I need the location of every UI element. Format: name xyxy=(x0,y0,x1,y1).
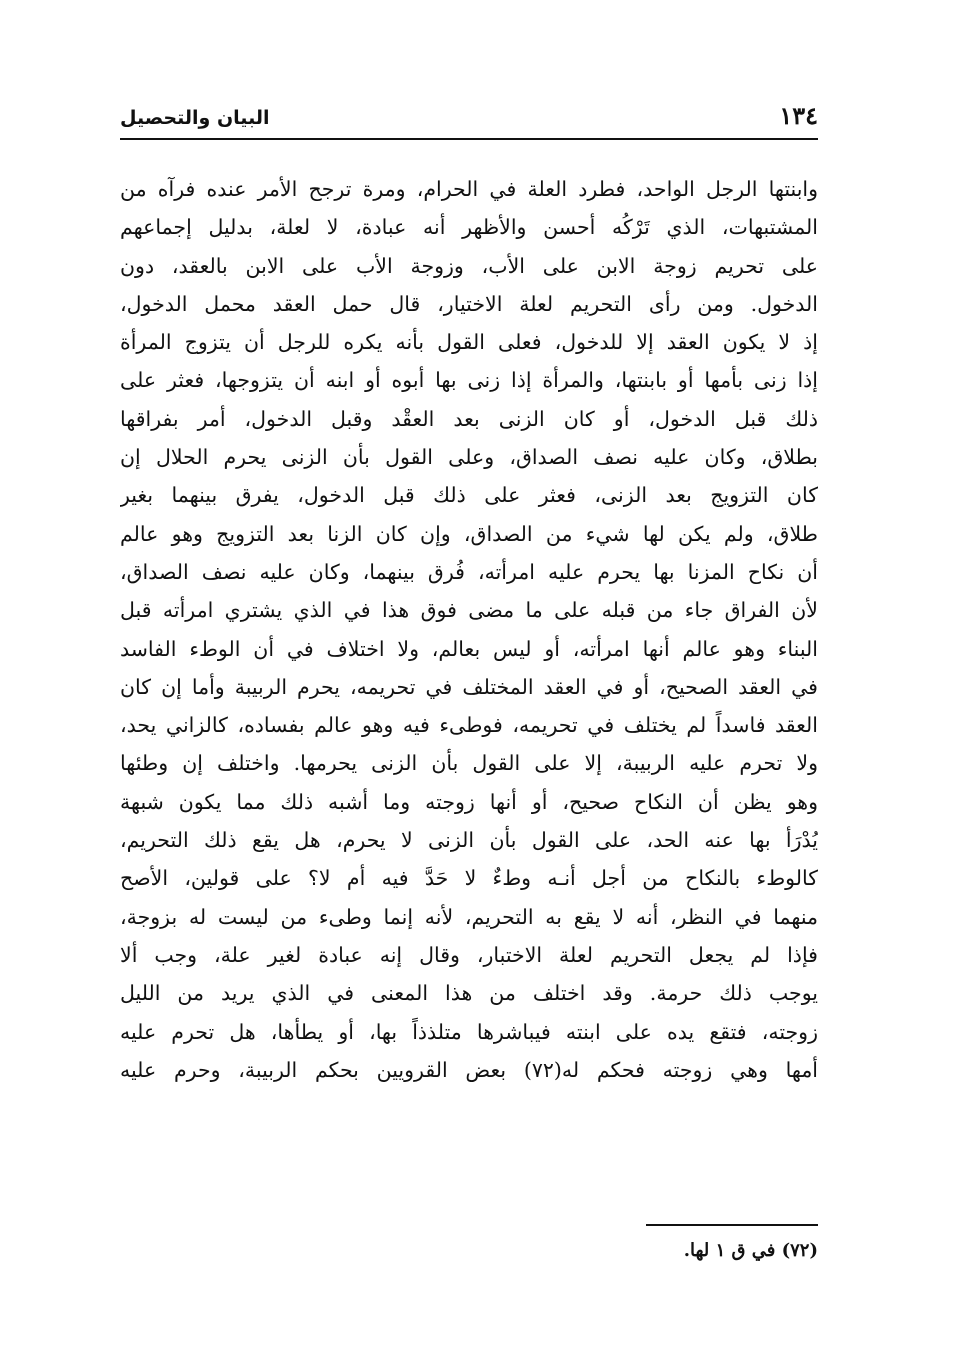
text-line: يُدْرَأ بها عنه الحد، على القول بأن الزنى لا يحرم، هل يقع ذلك التحريم، xyxy=(120,828,818,853)
text-line: وهو يظن أن النكاح صحيح، أو أنها زوجته وما أشبه ذلك مما يكون شبهة xyxy=(120,789,818,814)
text-line: منهما في النظر، أنه لا يقع به التحريم، لأنه إنما وطىء من ليست له بزوجة، xyxy=(120,904,818,929)
text-line: لأن الفراق جاء من قبله على ما مضى فوق هذا في الذي يشتري امرأته قبل xyxy=(120,598,818,623)
text-line: زوجته، فتقع يده على ابنته فيباشرها متلذذاً بها، أو يطأها، هل تحرم عليه xyxy=(120,1019,818,1044)
text-line: المشتبهات، الذي تَرْكُه أحسن والأظهر أنه عبادة، لا لعلة، بدليل إجماعهم xyxy=(120,215,818,240)
text-line: ولا تحرم عليه الربيبة، إلا على القول بأن الزنى يحرمها. واختلف إن وطئها xyxy=(120,751,818,776)
text-line: يوجب ذلك حرمة. وقد اختلف من هذا المعنى في الذي يريد من الليل xyxy=(120,981,818,1006)
text-line: ذلك قبل الدخول، أو كان الزنى بعد العقْد وقبل الدخول، أمر بفراقها xyxy=(120,406,818,431)
text-line: إذ لا يكون العقد إلا للدخول، فعلى القول بأنه يكره للرجل أن يتزوج المرأة xyxy=(120,330,818,355)
text-line: طلاق، ولم يكن لها شيء من الصداق، وإن كان الزنا بعد التزويج وهو عالم xyxy=(120,521,818,546)
text-line: إذا زنى بأمها أو بابنتها، والمرأة إذا زنى بها أبوه أو ابنه أن يتزوجها، فعثر على xyxy=(120,368,818,393)
page-number: ١٣٤ xyxy=(779,101,818,130)
text-line: على تحريم زوجة الابن على الأب، وزوجة الأب على الابن بالعقد، دون xyxy=(120,253,818,278)
text-line: بطلاق، وكان عليه نصف الصداق، وعلى القول بأن الزنى يحرم الحلال إن xyxy=(120,445,818,470)
text-line: في العقد الصحيح، أو في العقد المختلف في تحريمه، يحرم الربيبة وأما إن كان xyxy=(120,674,818,699)
text-line: وابنتها الرجل الواحد، فطرد العلة في الحرام، ومرة ترجح الأمر عنده فرآه من xyxy=(120,177,818,201)
text-line: أن نكاح المزنا بها يحرم عليه امرأته، فُرق بينهما، وكان عليه نصف الصداق، xyxy=(120,559,818,584)
footnote-rule xyxy=(646,1224,818,1226)
text-line: أمها وهي زوجته فحكم له(٧٢) بعض القرويين بحكم الربيبة، وحرم عليه xyxy=(120,1057,818,1082)
running-title: البيان والتحصيل xyxy=(120,107,270,129)
running-header xyxy=(120,98,818,134)
text-line: كان التزويج بعد الزنى، فعثر على ذلك قبل الدخول، يفرق بينهما بغير xyxy=(120,483,818,508)
text-line: فإذا لم يجعل التحريم لعلة الاختبار، وقال إنه عبادة لغير علة، وجب ألا xyxy=(120,942,818,967)
text-line: البناء وهو عالم أنها امرأته، أو ليس بعالم، ولا اختلاف في أن الوطء الفاسد xyxy=(120,636,818,661)
text-line: العقد فاسداً لم يختلف في تحريمه، فوطىء فيه وهو عالم بفساده، كالزاني يحد، xyxy=(120,713,818,738)
body-text xyxy=(120,170,818,1089)
text-line: الدخول. ومن رأى التحريم لعلة الاختيار، قال حمل العقد محمل الدخول، xyxy=(120,291,818,316)
footnote: (٧٢) في ق ١ لها. xyxy=(683,1240,818,1261)
header-rule xyxy=(120,138,818,140)
text-line: كالوطء بالنكاح من أجل أنـه وطءٌ لا حَدَّ فيه أم لا؟ على قولين، الأصح xyxy=(120,866,818,891)
